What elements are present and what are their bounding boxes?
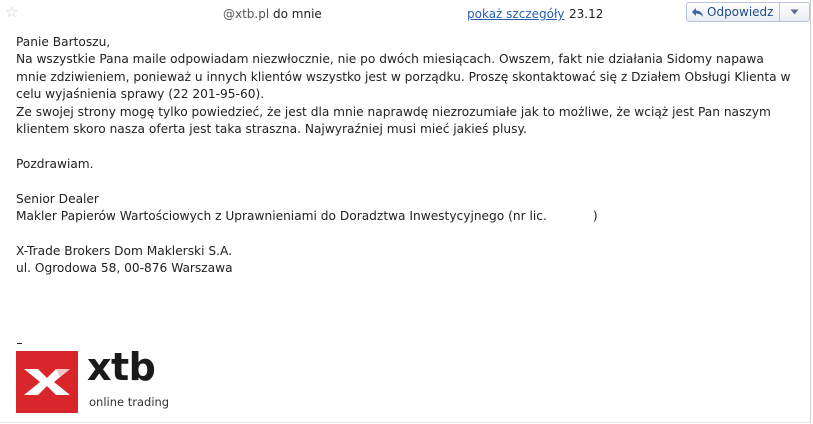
text-cursor-mark [17, 343, 22, 344]
greeting: Panie Bartoszu, [16, 35, 111, 49]
company-address: ul. Ogrodowa 58, 00-876 Warszawa [16, 261, 233, 276]
reply-button[interactable] [686, 2, 780, 22]
message-date: 23.12 [569, 7, 604, 21]
closing: Pozdrawiam. [16, 156, 94, 171]
dropdown-arrow-icon [790, 9, 799, 15]
show-details-link[interactable]: pokaż szczegóły [467, 7, 565, 21]
xtb-logo [16, 345, 181, 415]
spacer [16, 173, 796, 190]
reply-button-group [686, 2, 810, 24]
message-body [16, 34, 796, 278]
spacer [16, 225, 796, 242]
star-icon[interactable]: ☆ [5, 3, 19, 21]
message-header [0, 0, 813, 28]
paragraph-opinion: Ze swojej strony mogę tylko powiedzieć, że jest dla mnie naprawdę niezrozumiałe jak to możliwe, że wciąż jest Pan naszym klientem skoro nasza oferta jest taka straszna. Najwyraźniej musi mieć jakieś plusy. [16, 104, 771, 137]
signature-license-close: ) [592, 209, 598, 224]
xtb-wordmark: xtb [87, 345, 156, 389]
paragraph-reply-time: Na wszystkie Pana maile odpowiadam niezwłocznie, nie po dwóch miesiącach. Owszem, fakt nie działania Sidomy napawa mnie zdziwieniem, ponieważ u innych klientów wszystko jest w porządku. Proszę skontaktować się z Działem Obsługi Klienta w celu wyjaśnienia sprawy (22 201-95-60). [16, 52, 791, 102]
xtb-x-logo-icon-shape [16, 351, 78, 413]
sender-line [223, 7, 322, 21]
reply-arrow-icon [691, 7, 704, 18]
company-name: X-Trade Brokers Dom Maklerski S.A. [16, 243, 232, 258]
signature-title: Senior Dealer [16, 191, 99, 206]
reply-button-label: Odpowiedz [707, 5, 774, 19]
sender-email[interactable]: @xtb.pl [223, 7, 270, 21]
more-options-button[interactable] [780, 2, 810, 22]
signature-license-text: Makler Papierów Wartościowych z Uprawnieniami do Doradztwa Inwestycyjnego (nr lic. [16, 209, 547, 224]
xtb-tagline: online trading [89, 395, 170, 409]
signature-license [16, 208, 796, 225]
recipient-label: do mnie [273, 7, 322, 21]
xtb-x-logo-icon [16, 351, 78, 413]
spacer [16, 138, 796, 155]
